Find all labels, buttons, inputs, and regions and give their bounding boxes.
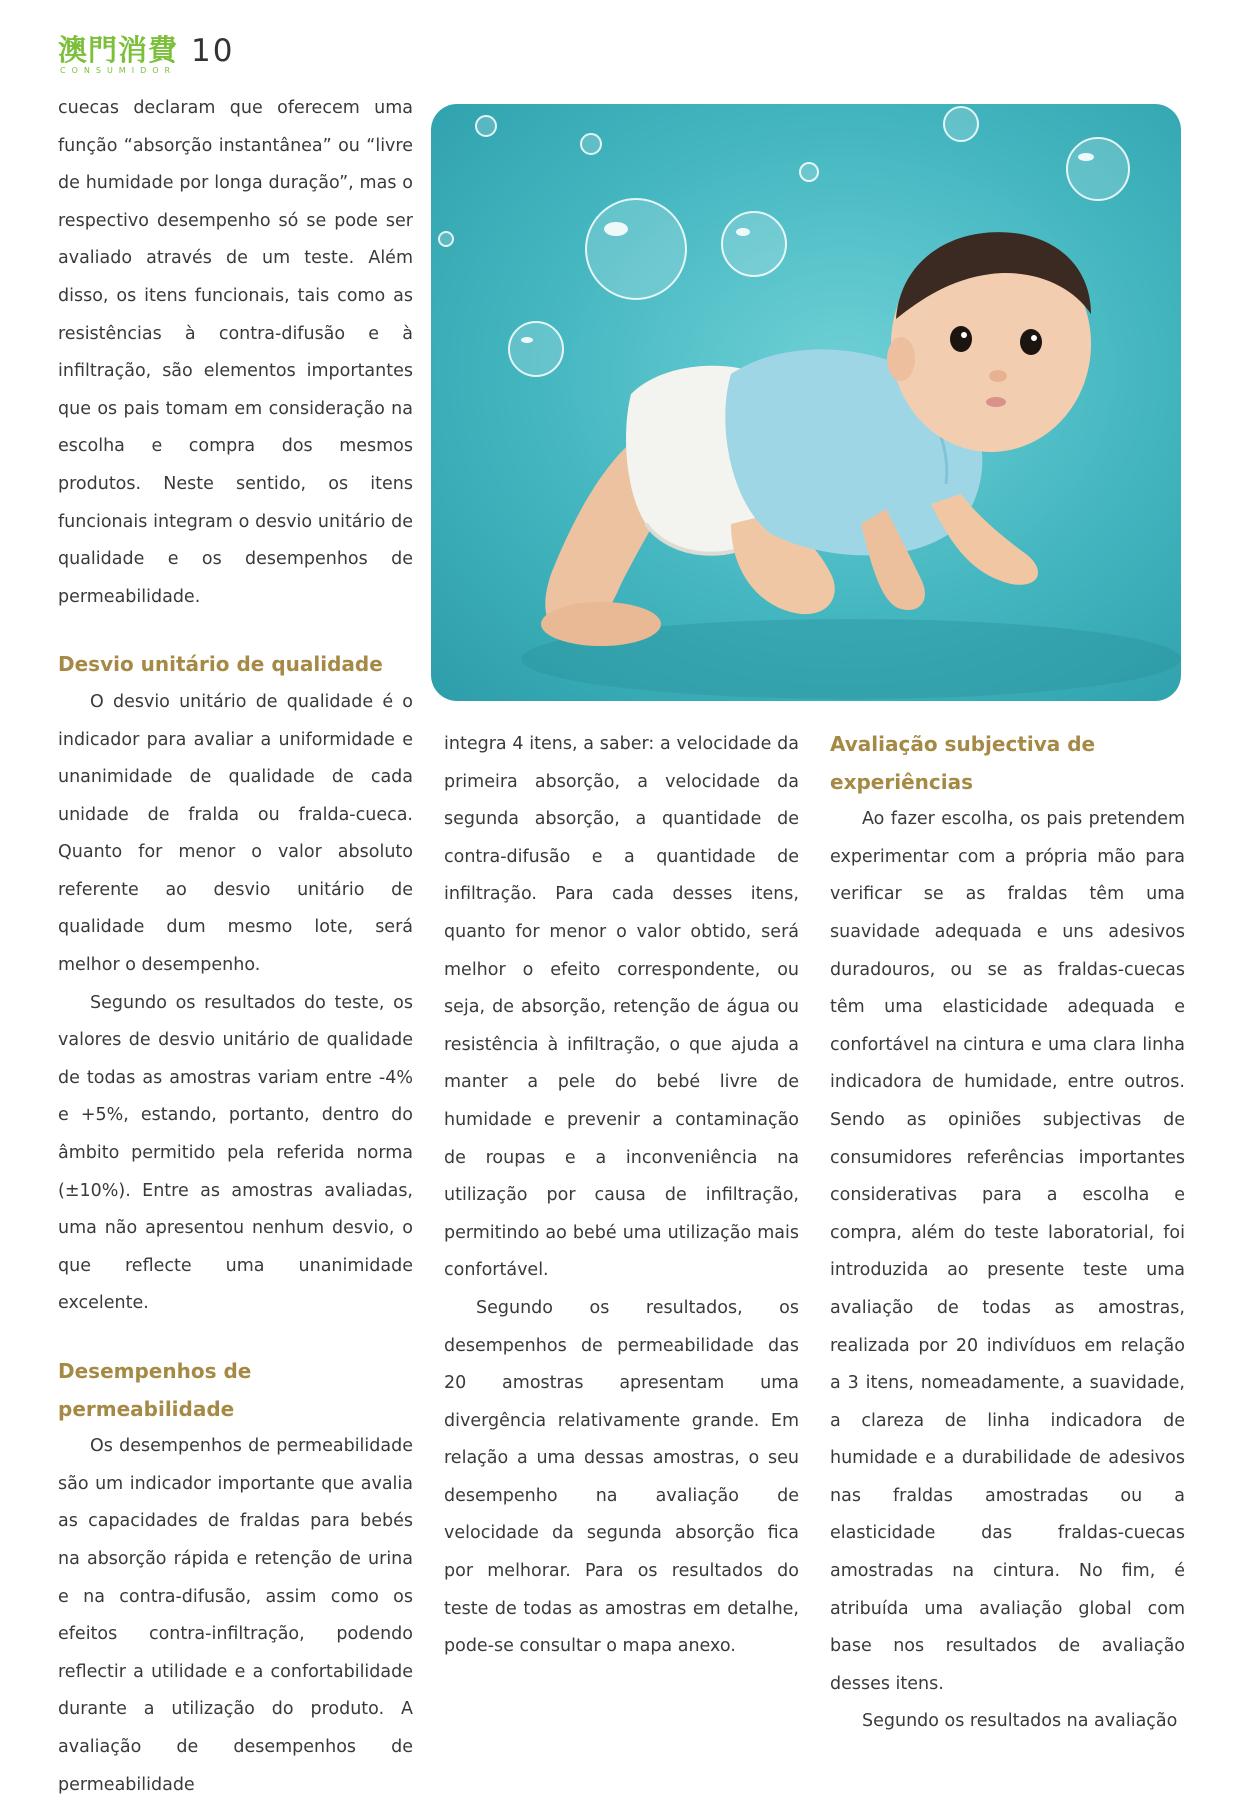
heading-desempenhos-permeabilidade: Desempenhos de permeabilidade — [58, 1359, 252, 1421]
heading-avaliacao-subjectiva: Avaliação subjectiva de experiências — [830, 732, 1096, 794]
col3-paragraph-1: Ao fazer escolha, os pais pretendem experimentar com a própria mão para verificar se as fraldas têm uma suavidade adequada e uns adesivos duradouros, ou se as fraldas-cuecas têm uma elasticidade adequada e confortável na cintura e uma clara linha indicadora de humidade, entre outros. Sendo as opiniões subjectivas de consumidores referências importantes considerativas para a escolha e compra, além do teste laboratorial, foi introduzida ao presente teste uma avaliação de todas as amostras, realizada por 20 indivíduos em relação a 3 itens, nomeadamente, a suavidade, a clareza de linha indicadora de humidade e a durabilidade de adesivos nas fraldas amostradas ou a elasticidade das fraldas-cuecas amostradas na cintura. No fim, é atribuída uma avaliação global com base nos resultados de avaliação desses itens. — [830, 809, 1185, 1694]
page-number: 10 — [191, 33, 235, 69]
col2-paragraph-2: Segundo os resultados, os desempenhos de permeabilidade das 20 amostras apresentam uma divergência relativamente grande. Em relação a uma dessas amostras, o seu desempenho na avaliação de velocidade da segunda absorção fica por melhorar. Para os resultados do teste de todas as amostras em detalhe, pode-se consultar o mapa anexo. — [444, 1297, 799, 1657]
column-3 — [830, 726, 1185, 1741]
col2-paragraph-1: integra 4 itens, a saber: a velocidade da primeira absorção, a velocidade da segunda absorção, a quantidade de contra-difusão e a quantidade de infiltração. Para cada desses itens, quanto for menor o valor obtido, será melhor o efeito correspondente, ou seja, de absorção, retenção de água ou resistência à infiltração, o que ajuda a manter a pele do bebé livre de humidade e prevenir a contaminação de roupas e a inconveniência na utilização por causa de infiltração, permitindo ao bebé uma utilização mais confortável. — [444, 734, 799, 1281]
logo-chinese-title: 澳門消費 — [58, 33, 179, 67]
column-1 — [58, 90, 413, 1804]
col3-paragraph-2: Segundo os resultados na avaliação — [862, 1711, 1178, 1732]
logo-subtitle: CONSUMIDOR — [60, 66, 177, 75]
column-2 — [444, 726, 799, 1666]
heading-desvio-unitario: Desvio unitário de qualidade — [58, 652, 383, 677]
baby-photo — [431, 104, 1181, 701]
col1-paragraph-3: Segundo os resultados do teste, os valores de desvio unitário de qualidade de todas as amostras variam entre -4% e +5%, estando, portanto, dentro do âmbito permitido pela referida norma (±10%). Entre as amostras avaliadas, uma não apresentou nenhum desvio, o que reflecte uma unanimidade excelente. — [58, 992, 413, 1314]
col1-paragraph-2: O desvio unitário de qualidade é o indicador para avaliar a uniformidade e unanimidade de qualidade de cada unidade de fralda ou fralda-cueca. Quanto for menor o valor absoluto referente ao desvio unitário de qualidade dum mesmo lote, será melhor o desempenho. — [58, 691, 413, 976]
baby-crawling-icon — [431, 104, 1181, 701]
consumidor-logo — [58, 34, 178, 76]
col1-paragraph-4: Os desempenhos de permeabilidade são um indicador importante que avalia as capacidades de fraldas para bebés na absorção rápida e retenção de urina e na contra-difusão, assim como os efeitos contra-infiltração, podendo reflectir a utilidade e a confortabilidade durante a utilização do produto. A avaliação de desempenhos de permeabilidade — [58, 1436, 413, 1795]
col1-paragraph-1: cuecas declaram que oferecem uma função “absorção instantânea” ou “livre de humidade por longa duração”, mas o respectivo desempenho só se pode ser avaliado através de um teste. Além disso, os itens funcionais, tais como as resistências à contra-difusão e à infiltração, são elementos importantes que os pais tomam em consideração na escolha e compra dos mesmos produtos. Neste sentido, os itens funcionais integram o desvio unitário de qualidade e os desempenhos de permeabilidade. — [58, 98, 413, 607]
